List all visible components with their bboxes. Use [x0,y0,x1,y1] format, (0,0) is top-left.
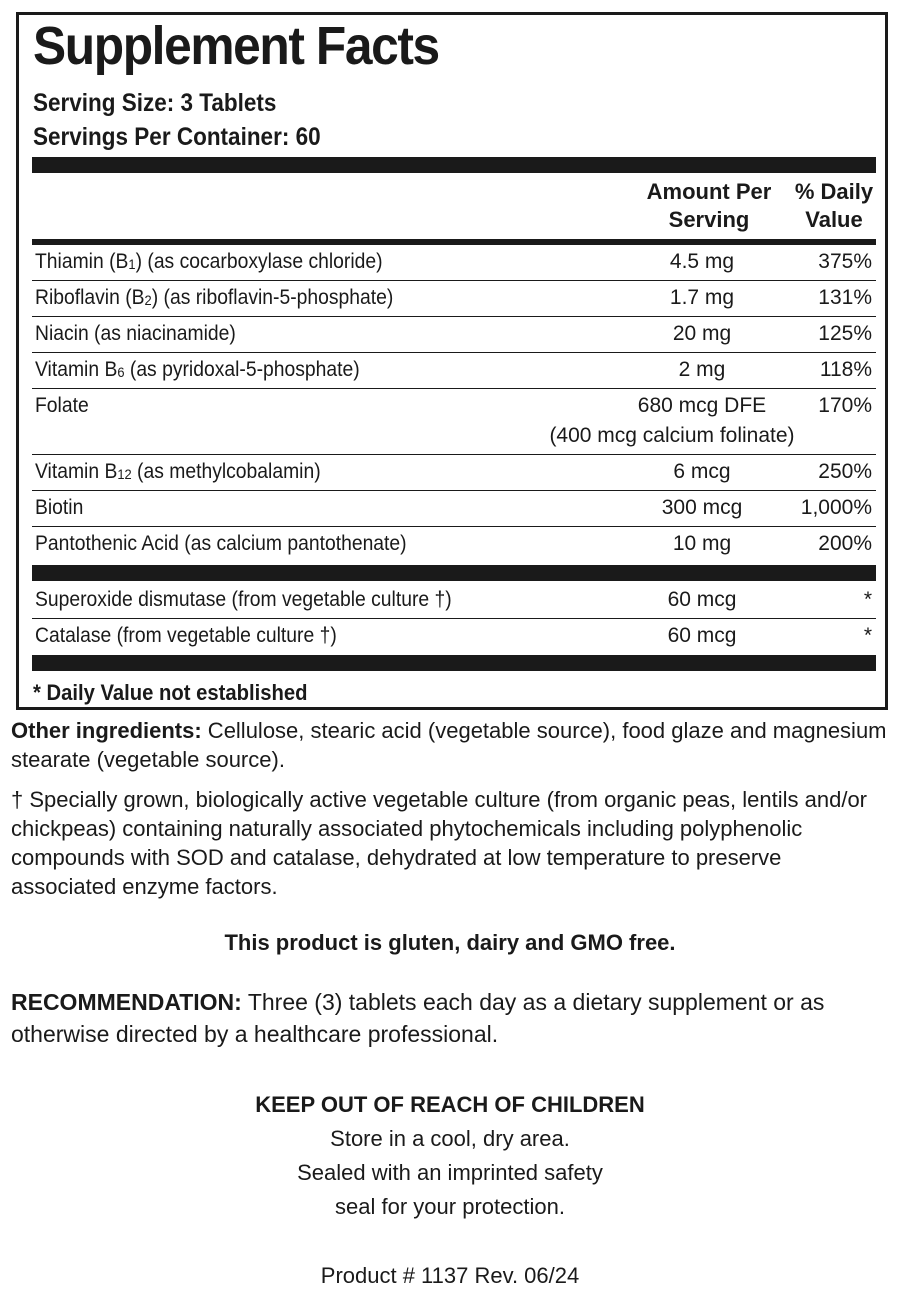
other-ingredients-label: Other ingredients: [11,718,202,743]
recommendation-label: RECOMMENDATION: [11,989,242,1015]
other-ingredient-row [32,583,876,619]
nutrient-amount: 680 mcg DFE [637,394,767,417]
nutrient-daily-value: 250% [818,460,872,483]
other-ingredient-row [32,619,876,655]
recommendation-text: Three (3) tablets each day as a dietary supplement or as otherwise directed by a healthcare professional. [11,989,825,1047]
nutrient-name: Vitamin $B_{12}$ (as methylcobalamin) [35,460,321,483]
allergen-statement: This product is gluten, dairy and GMO free. [224,930,676,955]
panel-title: Supplement Facts [33,16,439,76]
other-ingredient-daily-value: * [863,624,872,647]
nutrient-daily-value: 375% [818,250,872,273]
daily-value-footnote: * Daily Value not established [33,680,308,705]
child-warning: KEEP OUT OF REACH OF CHILDREN [255,1092,645,1117]
nutrient-name: Pantothenic Acid (as calcium pantothenate) [35,532,407,555]
other-ingredients-text: Cellulose, stearic acid (vegetable source), food glaze and magnesium stearate (vegetable source). [11,718,887,772]
nutrient-amount: 6 mcg [673,460,731,483]
nutrient-name: Thiamin $(B_1)$ (as cocarboxylase chloride) [35,250,383,273]
nutrient-name: Niacin (as niacinamide) [35,322,236,345]
other-ingredients [11,716,891,774]
other-ingredient-name: Catalase (from vegetable culture †) [35,624,337,647]
nutrient-daily-value: 1,000% [800,496,872,519]
supplement-facts-panel [16,12,888,710]
column-header-amount: Amount Per Serving [646,179,772,232]
nutrient-amount-detail: (400 mcg calcium folinate) [549,424,795,447]
nutrient-amount: 20 mg [672,322,732,345]
other-ingredient-amount: 60 mcg [667,624,737,647]
column-header-daily-value: % Daily Value [794,179,874,232]
recommendation [11,986,891,1050]
nutrient-name: Folate [35,394,89,417]
other-ingredient-daily-value: * [863,588,872,611]
seal-note-line1: Sealed with an imprinted safety [297,1160,603,1185]
nutrient-amount: 10 mg [672,532,732,555]
nutrient-name: Riboflavin $(B_2)$ (as riboflavin-5-phosphate) [35,286,394,309]
nutrient-amount: 4.5 mg [669,250,735,273]
nutrient-daily-value: 200% [818,532,872,555]
servings-per-container: Servings Per Container: 60 [33,123,321,151]
divider-thick [32,655,876,671]
nutrient-daily-value: 170% [818,394,872,417]
storage-instructions: Store in a cool, dry area. [330,1126,570,1151]
seal-note-line2: seal for your protection. [335,1194,565,1219]
nutrient-row [32,527,876,563]
nutrient-name: Vitamin $B_6$ (as pyridoxal-5-phosphate) [35,358,360,381]
nutrient-amount: 2 mg [678,358,726,381]
nutrient-daily-value: 125% [818,322,872,345]
divider-thick [32,157,876,173]
nutrient-row [32,281,876,317]
nutrient-name: Biotin [35,496,84,519]
serving-size: Serving Size: 3 Tablets [33,89,277,117]
divider-thick [32,565,876,581]
nutrient-row [32,389,876,455]
nutrient-amount: 300 mcg [661,496,743,519]
nutrient-daily-value: 131% [818,286,872,309]
nutrient-daily-value: 118% [819,358,872,381]
nutrient-row [32,245,876,281]
nutrient-row [32,317,876,353]
nutrient-row [32,353,876,389]
other-ingredient-name: Superoxide dismutase (from vegetable culture †) [35,588,452,611]
nutrient-row [32,491,876,527]
other-ingredient-amount: 60 mcg [667,588,737,611]
nutrient-row [32,455,876,491]
culture-footnote: † Specially grown, biologically active vegetable culture (from organic peas, lentils and/or chickpeas) containing naturally associated phytochemicals including polyphenolic compounds with SOD and catalase, dehydrated at low temperature to preserve associated enzyme factors. [11,787,868,899]
product-info: Product # 1137 Rev. 06/24 [320,1263,580,1288]
nutrient-amount: 1.7 mg [669,286,735,309]
